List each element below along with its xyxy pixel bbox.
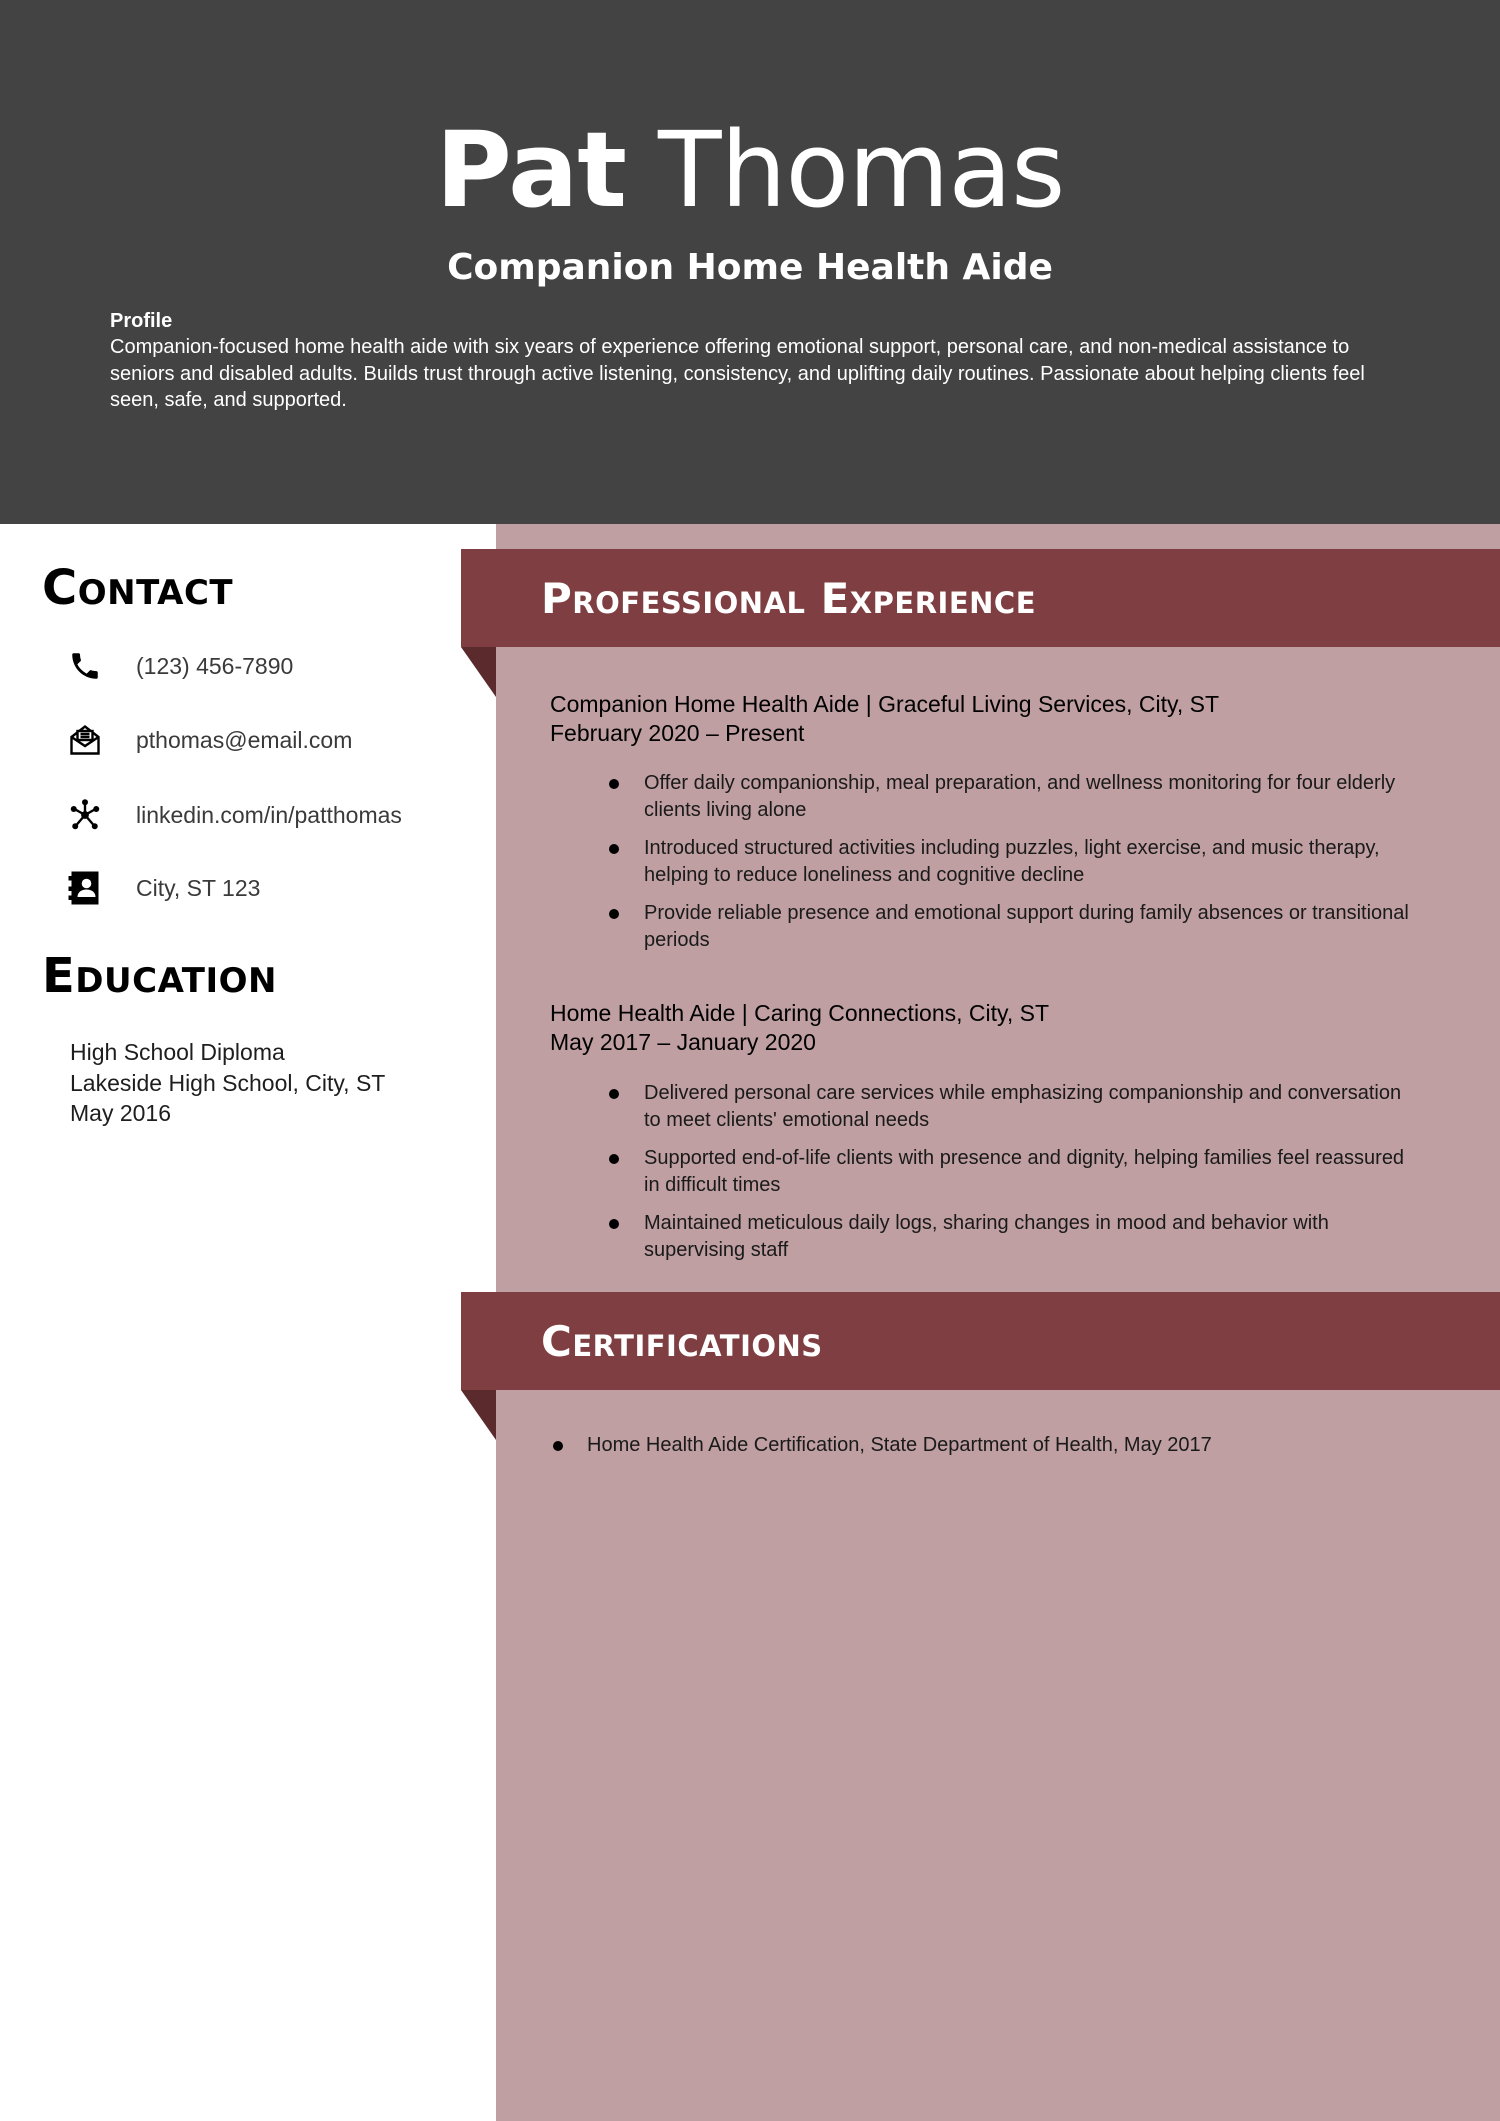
education-date: May 2016 (70, 1100, 172, 1126)
education-heading: Education (42, 948, 277, 1004)
candidate-name (0, 105, 1500, 235)
education-details (70, 1037, 385, 1129)
education-school: Lakeside High School, City, ST (70, 1069, 386, 1096)
last-name: Thomas (658, 109, 1065, 231)
job-1-bullets (600, 770, 1420, 965)
contact-address (64, 866, 484, 910)
profile-text: Companion-focused home health aide with six years of experience offering emotional support, personal care, and non-medical assistance to seniors and disabled adults. Builds trust through active listening, consistency, and uplifting daily routines. Passionate about helping clients feel seen, safe, and supported. (110, 336, 1365, 411)
email-icon (64, 722, 106, 758)
linkedin-text: linkedin.com/in/patthomas (136, 802, 402, 828)
email-text: pthomas@email.com (136, 727, 353, 753)
list-item: Provide reliable presence and emotional support during family absences or transitional periods (600, 900, 1420, 953)
education-degree: High School Diploma (70, 1039, 285, 1065)
list-item: Maintained meticulous daily logs, sharing changes in mood and behavior with supervising staff (600, 1210, 1420, 1263)
phone-icon (64, 648, 106, 684)
certifications-banner (461, 1292, 1500, 1390)
certifications-list (550, 1432, 1450, 1459)
job-2-bullets (600, 1080, 1420, 1275)
certifications-banner-fold (461, 1390, 496, 1440)
job-2-dates: May 2017 – January 2020 (550, 1029, 816, 1055)
certifications-heading: Certifications (541, 1317, 823, 1366)
address-book-icon (64, 870, 106, 906)
profile-label: Profile (110, 310, 173, 332)
contact-email (64, 718, 484, 762)
job-1-title: Companion Home Health Aide | Graceful Living Services, City, ST (550, 691, 1219, 717)
header (0, 0, 1500, 524)
contact-linkedin (64, 793, 484, 837)
address-text: City, ST 123 (136, 875, 261, 901)
phone-text: (123) 456-7890 (136, 653, 294, 679)
experience-heading: Professional Experience (541, 574, 1037, 623)
list-item: Offer daily companionship, meal preparation, and wellness monitoring for four elderly clients living alone (600, 770, 1420, 823)
experience-banner (461, 549, 1500, 647)
contact-heading: Contact (42, 560, 234, 616)
first-name: Pat (435, 109, 626, 231)
list-item: Delivered personal care services while emphasizing companionship and conversation to meet clients' emotional needs (600, 1080, 1420, 1133)
left-column (0, 524, 496, 2121)
job-1-dates: February 2020 – Present (550, 720, 805, 746)
list-item: Introduced structured activities including puzzles, light exercise, and music therapy, helping to reduce loneliness and cognitive decline (600, 835, 1420, 888)
job-2-title: Home Health Aide | Caring Connections, City, ST (550, 1000, 1049, 1026)
list-item: Supported end-of-life clients with presence and dignity, helping families feel reassured in difficult times (600, 1145, 1420, 1198)
job-title-heading: Companion Home Health Aide (447, 247, 1053, 288)
contact-phone (64, 644, 484, 688)
network-icon (64, 797, 106, 833)
list-item: Home Health Aide Certification, State Department of Health, May 2017 (550, 1432, 1450, 1459)
experience-banner-fold (461, 647, 496, 697)
